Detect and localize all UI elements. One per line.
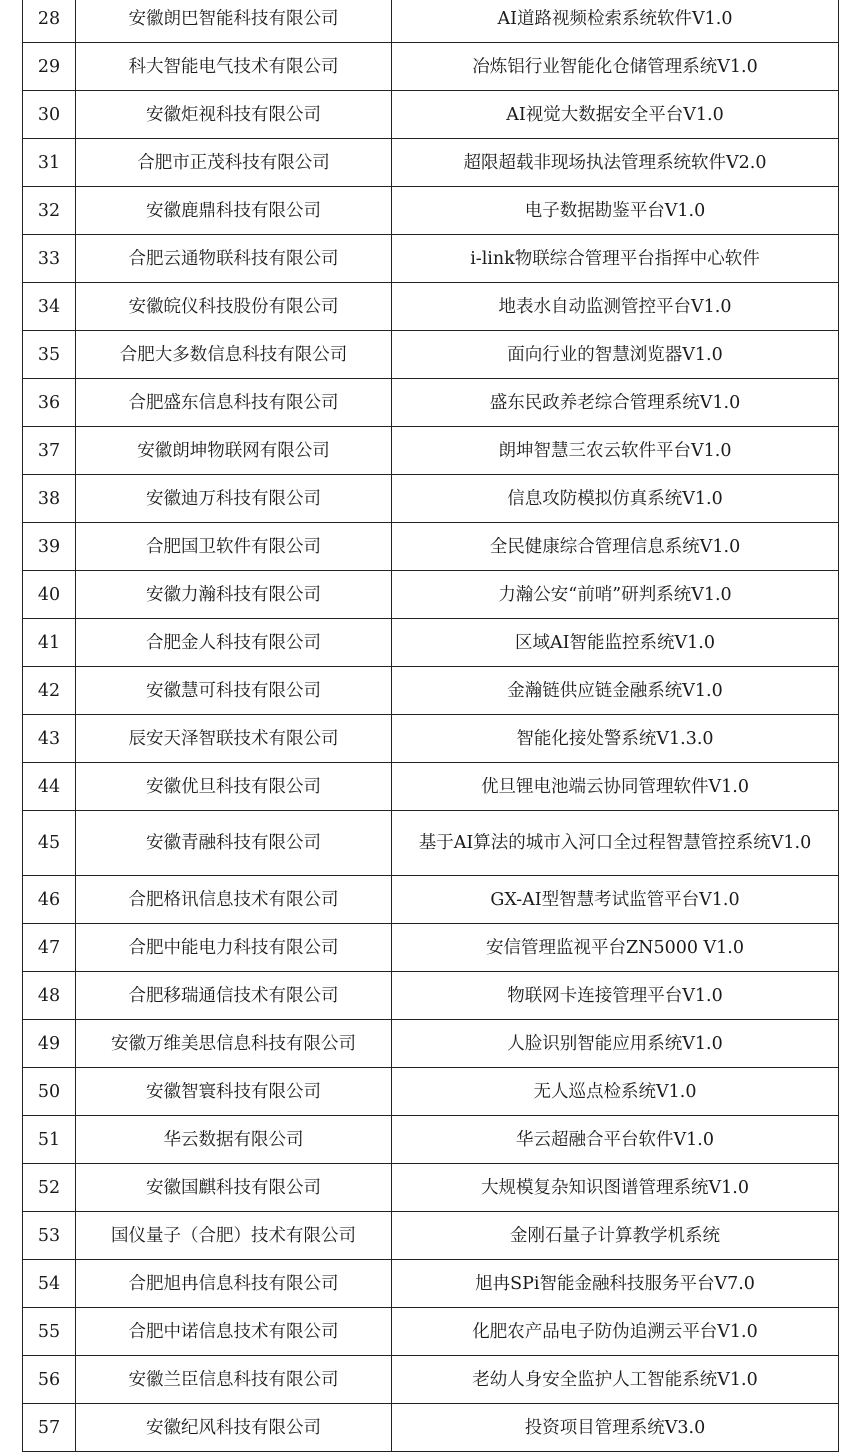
table-row (23, 1164, 839, 1212)
row-number: 46 (23, 876, 76, 924)
product-name: 金刚石量子计算教学机系统 (392, 1212, 839, 1260)
row-number: 39 (23, 523, 76, 571)
row-number: 28 (23, 0, 76, 43)
table-row (23, 763, 839, 811)
product-name: 安信管理监视平台ZN5000 V1.0 (392, 924, 839, 972)
table-row (23, 924, 839, 972)
table-row (23, 427, 839, 475)
product-name: 智能化接处警系统V1.3.0 (392, 715, 839, 763)
table-row (23, 187, 839, 235)
company-name: 合肥旭冉信息科技有限公司 (76, 1260, 392, 1308)
company-name: 合肥中能电力科技有限公司 (76, 924, 392, 972)
table-row (23, 475, 839, 523)
company-name: 安徽慧可科技有限公司 (76, 667, 392, 715)
company-name: 安徽皖仪科技股份有限公司 (76, 283, 392, 331)
company-name: 安徽纪风科技有限公司 (76, 1404, 392, 1452)
table-row (23, 811, 839, 876)
row-number: 48 (23, 972, 76, 1020)
product-name: 电子数据勘鉴平台V1.0 (392, 187, 839, 235)
product-name: 无人巡点检系统V1.0 (392, 1068, 839, 1116)
row-number: 38 (23, 475, 76, 523)
product-name: 力瀚公安“前哨”研判系统V1.0 (392, 571, 839, 619)
company-name: 合肥云通物联科技有限公司 (76, 235, 392, 283)
row-number: 55 (23, 1308, 76, 1356)
company-name: 安徽力瀚科技有限公司 (76, 571, 392, 619)
row-number: 35 (23, 331, 76, 379)
row-number: 51 (23, 1116, 76, 1164)
table-row (23, 331, 839, 379)
product-name: 旭冉SPi智能金融科技服务平台V7.0 (392, 1260, 839, 1308)
table-row (23, 876, 839, 924)
row-number: 29 (23, 43, 76, 91)
product-name: 盛东民政养老综合管理系统V1.0 (392, 379, 839, 427)
company-name: 安徽朗巴智能科技有限公司 (76, 0, 392, 43)
product-name: 华云超融合平台软件V1.0 (392, 1116, 839, 1164)
product-name: 面向行业的智慧浏览器V1.0 (392, 331, 839, 379)
row-number: 33 (23, 235, 76, 283)
table-row (23, 379, 839, 427)
company-name: 合肥国卫软件有限公司 (76, 523, 392, 571)
product-name: AI道路视频检索系统软件V1.0 (392, 0, 839, 43)
product-name: 朗坤智慧三农云软件平台V1.0 (392, 427, 839, 475)
awards-table (22, 0, 839, 1452)
table-row (23, 667, 839, 715)
product-name: 地表水自动监测管控平台V1.0 (392, 283, 839, 331)
company-name: 安徽朗坤物联网有限公司 (76, 427, 392, 475)
company-name: 安徽国麒科技有限公司 (76, 1164, 392, 1212)
product-name: 化肥农产品电子防伪追溯云平台V1.0 (392, 1308, 839, 1356)
row-number: 37 (23, 427, 76, 475)
table-row (23, 283, 839, 331)
product-name: 老幼人身安全监护人工智能系统V1.0 (392, 1356, 839, 1404)
company-name: 合肥金人科技有限公司 (76, 619, 392, 667)
awards-table-container (22, 0, 838, 1452)
table-row (23, 1308, 839, 1356)
table-row (23, 1212, 839, 1260)
company-name: 合肥盛东信息科技有限公司 (76, 379, 392, 427)
company-name: 安徽万维美思信息科技有限公司 (76, 1020, 392, 1068)
product-name: 全民健康综合管理信息系统V1.0 (392, 523, 839, 571)
product-name: i-link物联综合管理平台指挥中心软件 (392, 235, 839, 283)
row-number: 49 (23, 1020, 76, 1068)
row-number: 31 (23, 139, 76, 187)
row-number: 40 (23, 571, 76, 619)
table-row (23, 1404, 839, 1452)
company-name: 合肥中诺信息技术有限公司 (76, 1308, 392, 1356)
table-body (23, 0, 839, 1452)
company-name: 科大智能电气技术有限公司 (76, 43, 392, 91)
table-row (23, 1116, 839, 1164)
row-number: 32 (23, 187, 76, 235)
row-number: 56 (23, 1356, 76, 1404)
row-number: 36 (23, 379, 76, 427)
row-number: 30 (23, 91, 76, 139)
company-name: 安徽优旦科技有限公司 (76, 763, 392, 811)
product-name: 大规模复杂知识图谱管理系统V1.0 (392, 1164, 839, 1212)
row-number: 43 (23, 715, 76, 763)
table-row (23, 1356, 839, 1404)
row-number: 53 (23, 1212, 76, 1260)
product-name: 人脸识别智能应用系统V1.0 (392, 1020, 839, 1068)
product-name: 优旦锂电池端云协同管理软件V1.0 (392, 763, 839, 811)
product-name: 投资项目管理系统V3.0 (392, 1404, 839, 1452)
table-row (23, 1020, 839, 1068)
product-name: GX-AI型智慧考试监管平台V1.0 (392, 876, 839, 924)
row-number: 34 (23, 283, 76, 331)
row-number: 54 (23, 1260, 76, 1308)
row-number: 47 (23, 924, 76, 972)
company-name: 安徽智寰科技有限公司 (76, 1068, 392, 1116)
table-row (23, 715, 839, 763)
company-name: 安徽鹿鼎科技有限公司 (76, 187, 392, 235)
product-name: 物联网卡连接管理平台V1.0 (392, 972, 839, 1020)
row-number: 44 (23, 763, 76, 811)
company-name: 国仪量子（合肥）技术有限公司 (76, 1212, 392, 1260)
row-number: 52 (23, 1164, 76, 1212)
table-row (23, 139, 839, 187)
table-row (23, 91, 839, 139)
product-name: 超限超载非现场执法管理系统软件V2.0 (392, 139, 839, 187)
product-name: AI视觉大数据安全平台V1.0 (392, 91, 839, 139)
table-row (23, 0, 839, 43)
company-name: 合肥移瑞通信技术有限公司 (76, 972, 392, 1020)
table-row (23, 619, 839, 667)
row-number: 42 (23, 667, 76, 715)
company-name: 合肥格讯信息技术有限公司 (76, 876, 392, 924)
product-name: 区域AI智能监控系统V1.0 (392, 619, 839, 667)
table-row (23, 235, 839, 283)
product-name: 基于AI算法的城市入河口全过程智慧管控系统V1.0 (392, 811, 839, 876)
company-name: 安徽炬视科技有限公司 (76, 91, 392, 139)
table-row (23, 43, 839, 91)
table-row (23, 523, 839, 571)
table-row (23, 972, 839, 1020)
company-name: 安徽兰臣信息科技有限公司 (76, 1356, 392, 1404)
company-name: 安徽迪万科技有限公司 (76, 475, 392, 523)
table-row (23, 1068, 839, 1116)
company-name: 合肥市正茂科技有限公司 (76, 139, 392, 187)
table-row (23, 571, 839, 619)
company-name: 华云数据有限公司 (76, 1116, 392, 1164)
row-number: 45 (23, 811, 76, 876)
company-name: 辰安天泽智联技术有限公司 (76, 715, 392, 763)
company-name: 安徽青融科技有限公司 (76, 811, 392, 876)
row-number: 41 (23, 619, 76, 667)
row-number: 57 (23, 1404, 76, 1452)
product-name: 信息攻防模拟仿真系统V1.0 (392, 475, 839, 523)
product-name: 金瀚链供应链金融系统V1.0 (392, 667, 839, 715)
row-number: 50 (23, 1068, 76, 1116)
table-row (23, 1260, 839, 1308)
product-name: 冶炼铝行业智能化仓储管理系统V1.0 (392, 43, 839, 91)
company-name: 合肥大多数信息科技有限公司 (76, 331, 392, 379)
